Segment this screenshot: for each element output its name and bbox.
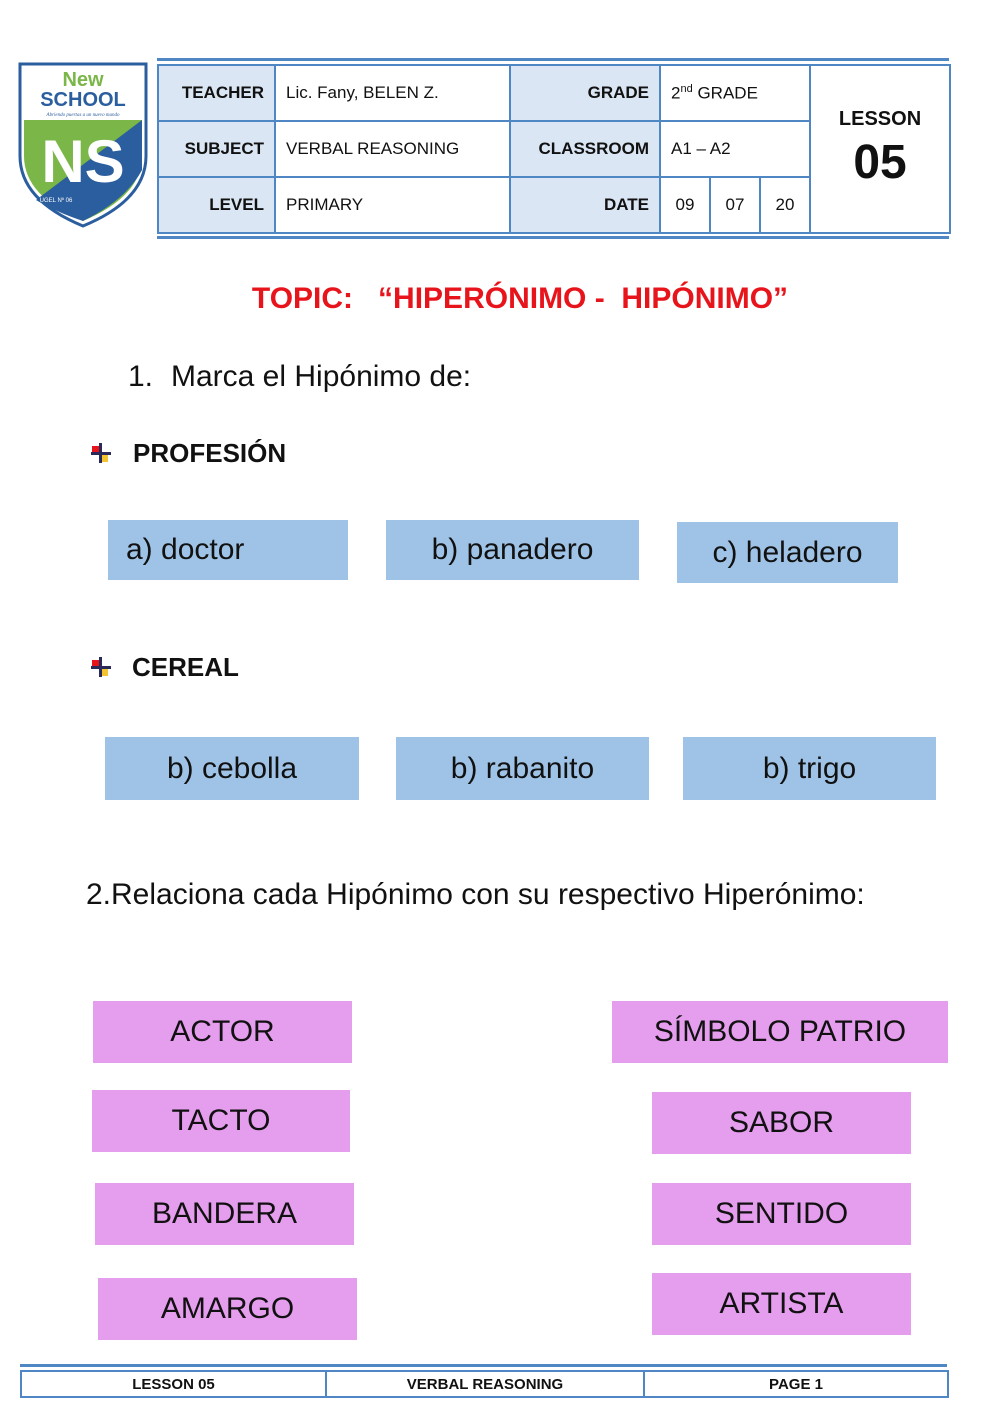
footer-rule: [20, 1364, 947, 1367]
lesson-number: 05: [853, 136, 907, 189]
option-b-cebolla[interactable]: b) cebolla: [105, 737, 359, 800]
option-c-heladero[interactable]: c) heladero: [677, 522, 898, 583]
grade-value: 2nd GRADE: [660, 65, 810, 121]
logo-ugel: UGEL Nº 06: [39, 198, 73, 204]
header-top-rule: [157, 58, 949, 61]
lesson-label: LESSON: [838, 108, 922, 130]
footer-page: PAGE 1: [644, 1371, 948, 1397]
footer-table: [20, 1370, 949, 1398]
logo-text-new: New: [62, 69, 104, 91]
hyponym-bandera[interactable]: BANDERA: [95, 1183, 354, 1245]
logo-text-school: SCHOOL: [40, 89, 126, 111]
level-value: PRIMARY: [275, 177, 510, 233]
footer-lesson: LESSON 05: [21, 1371, 326, 1397]
hyponym-amargo[interactable]: AMARGO: [98, 1278, 357, 1340]
option-b-rabanito[interactable]: b) rabanito: [396, 737, 649, 800]
date-month: 07: [710, 177, 760, 233]
level-label: LEVEL: [158, 177, 275, 233]
hyponym-actor[interactable]: ACTOR: [93, 1001, 352, 1063]
classroom-label: CLASSROOM: [510, 121, 660, 177]
q1-number: 1.: [128, 360, 154, 393]
school-logo: [16, 60, 150, 228]
q1-text: Marca el Hipónimo de:: [171, 360, 472, 393]
hypernym-sentido[interactable]: SENTIDO: [652, 1183, 911, 1245]
q2-text: 2.Relaciona cada Hipónimo con su respectivo Hiperónimo:: [86, 878, 865, 911]
section-title-cereal: CEREAL: [132, 652, 239, 682]
lesson-box: [810, 65, 950, 233]
option-a-doctor[interactable]: a) doctor: [108, 520, 348, 580]
date-year: 20: [760, 177, 810, 233]
classroom-value: A1 – A2: [660, 121, 810, 177]
topic-title: TOPIC: “HIPERÓNIMO - HIPÓNIMO”: [251, 282, 789, 315]
teacher-label: TEACHER: [158, 65, 275, 121]
option-b-panadero[interactable]: b) panadero: [386, 520, 639, 580]
teacher-value: Lic. Fany, BELEN Z.: [275, 65, 510, 121]
hypernym-simbolo-patrio[interactable]: SÍMBOLO PATRIO: [612, 1001, 948, 1063]
section-title-profesion: PROFESIÓN: [133, 438, 287, 468]
logo-tagline: Abriendo puertas a un nuevo mundo: [46, 113, 120, 118]
footer-subject: VERBAL REASONING: [326, 1371, 644, 1397]
bullet-plus-icon: [90, 656, 112, 678]
hyponym-tacto[interactable]: TACTO: [92, 1090, 350, 1152]
subject-value: VERBAL REASONING: [275, 121, 510, 177]
option-b-trigo[interactable]: b) trigo: [683, 737, 936, 800]
logo-initials: NS: [41, 128, 125, 195]
subject-label: SUBJECT: [158, 121, 275, 177]
header-bottom-rule: [157, 236, 949, 239]
bullet-plus-icon: [90, 442, 112, 464]
grade-label: GRADE: [510, 65, 660, 121]
header-table: [157, 64, 951, 234]
hypernym-artista[interactable]: ARTISTA: [652, 1273, 911, 1335]
date-day: 09: [660, 177, 710, 233]
date-label: DATE: [510, 177, 660, 233]
hypernym-sabor[interactable]: SABOR: [652, 1092, 911, 1154]
